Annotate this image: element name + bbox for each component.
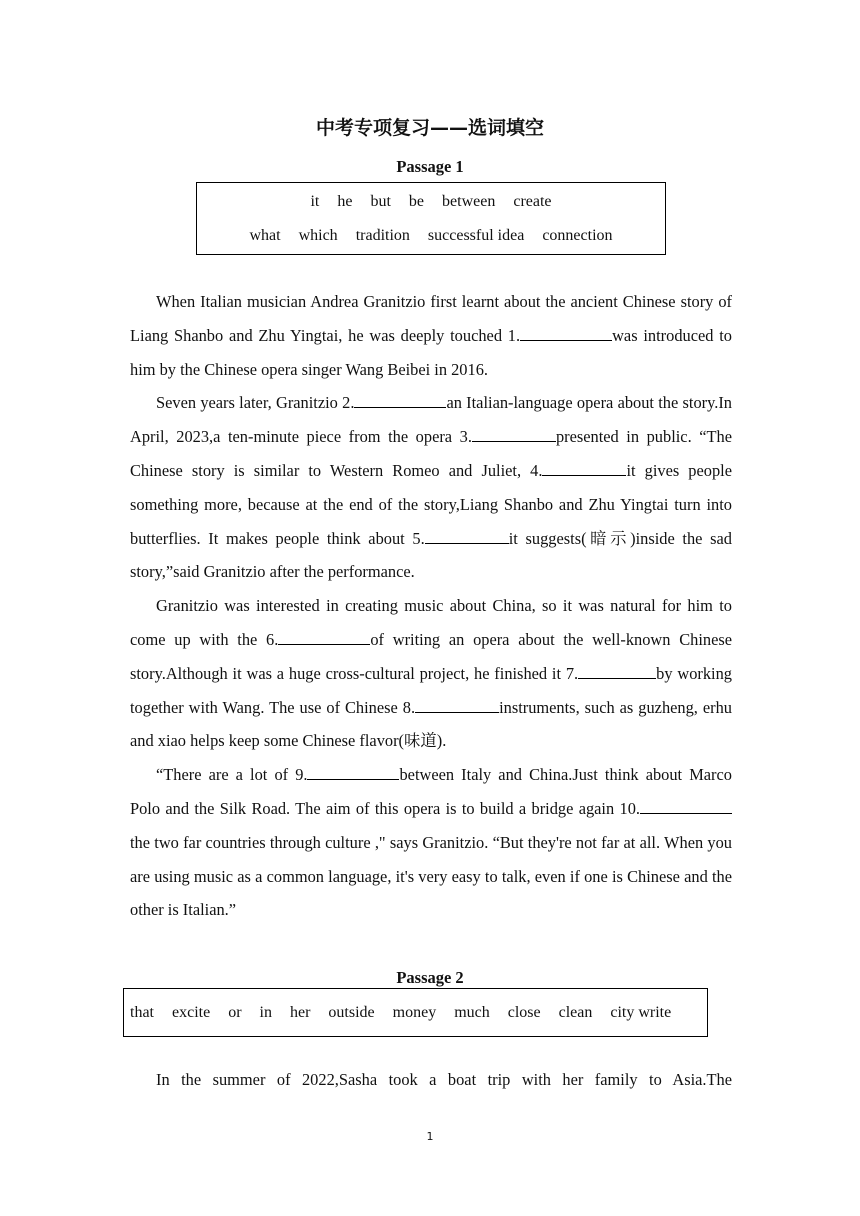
- answer-blank-10[interactable]: [640, 796, 732, 814]
- word-bank-row: [130, 1004, 671, 1022]
- word-bank-item: close: [507, 1004, 541, 1021]
- word-bank-item: money: [392, 1004, 437, 1021]
- word-bank-item: that: [130, 1004, 154, 1021]
- word-bank-item: or: [228, 1004, 242, 1021]
- passage-2-heading: Passage 2: [396, 968, 464, 987]
- answer-blank-3[interactable]: [472, 424, 556, 442]
- word-bank-item: much: [454, 1004, 490, 1021]
- word-bank-item: create: [513, 193, 552, 210]
- passage-1-paragraph-2: Seven years later, Granitzio 2. an Italian-language opera about the story.In April, 2023,a ten-minute piece from the opera 3. presented in public. “The Chinese story is similar to Western Romeo and Juliet, 4. it gives people something more, because at the end of the story,Liang Shanbo and Zhu Yingtai turn into butterflies. It makes people think about 5. it suggests(暗示)inside the sad story,”said Granitzio after the performance.: [130, 386, 732, 589]
- word-bank-item: but: [370, 193, 391, 210]
- answer-blank-6[interactable]: [278, 627, 370, 645]
- word-bank-item: outside: [328, 1004, 375, 1021]
- word-bank-item: excite: [172, 1004, 211, 1021]
- page-title: 中考专项复习——选词填空: [315, 117, 544, 139]
- passage-1-word-bank: [196, 182, 666, 255]
- word-bank-row-2: [197, 227, 665, 245]
- answer-blank-5[interactable]: [425, 525, 509, 543]
- answer-blank-7[interactable]: [578, 661, 656, 679]
- passage-2-body: [130, 1063, 732, 1097]
- passage-1-paragraph-4: “There are a lot of 9. between Italy and China.Just think about Marco Polo and the Silk Road. The aim of this opera is to build a bridge again 10.the two far countries through culture ," says Granitzio. “But they're not far at all. When you are using music as a common language, it's very easy to talk, even if one is Chinese and the other is Italian.”: [130, 758, 732, 927]
- word-bank-item: in: [259, 1004, 272, 1021]
- passage-1-paragraph-3: Granitzio was interested in creating music about China, so it was natural for him to come up with the 6. of writing an opera about the well-known Chinese story.Although it was a huge cross-cultural project, he finished it 7. by working together with Wang. The use of Chinese 8. instruments, such as guzheng, erhu and xiao helps keep some Chinese flavor(味道).: [130, 596, 733, 751]
- word-bank-item: he: [337, 193, 353, 210]
- passage-2-paragraph-1: In the summer of 2022,Sasha took a boat trip with her family to Asia.The: [156, 1070, 732, 1089]
- answer-blank-2[interactable]: [354, 390, 446, 408]
- passage-1-heading: Passage 1: [396, 157, 464, 176]
- word-bank-item: between: [442, 193, 496, 210]
- passage-1-body: [130, 285, 732, 927]
- word-bank-item: her: [289, 1004, 311, 1021]
- word-bank-item: it: [310, 193, 320, 210]
- page-number: 1: [426, 1130, 434, 1143]
- answer-blank-9[interactable]: [307, 762, 399, 780]
- answer-blank-8[interactable]: [415, 694, 499, 712]
- word-bank-item: successful idea: [427, 227, 525, 244]
- answer-blank-4[interactable]: [542, 458, 626, 476]
- word-bank-item: what: [249, 227, 281, 244]
- word-bank-item: connection: [542, 227, 613, 244]
- word-bank-row-1: [197, 193, 665, 211]
- answer-blank-1[interactable]: [520, 323, 612, 341]
- word-bank-item: city write: [610, 1004, 672, 1021]
- word-bank-item: which: [298, 227, 338, 244]
- passage-1-paragraph-1: When Italian musician Andrea Granitzio first learnt about the ancient Chinese story of Liang Shanbo and Zhu Yingtai, he was deeply touched 1. was introduced to him by the Chinese opera singer Wang Beibei in 2016.: [130, 292, 732, 379]
- passage-2-word-bank: [123, 988, 708, 1037]
- word-bank-item: clean: [558, 1004, 593, 1021]
- word-bank-item: tradition: [355, 227, 410, 244]
- word-bank-item: be: [408, 193, 425, 210]
